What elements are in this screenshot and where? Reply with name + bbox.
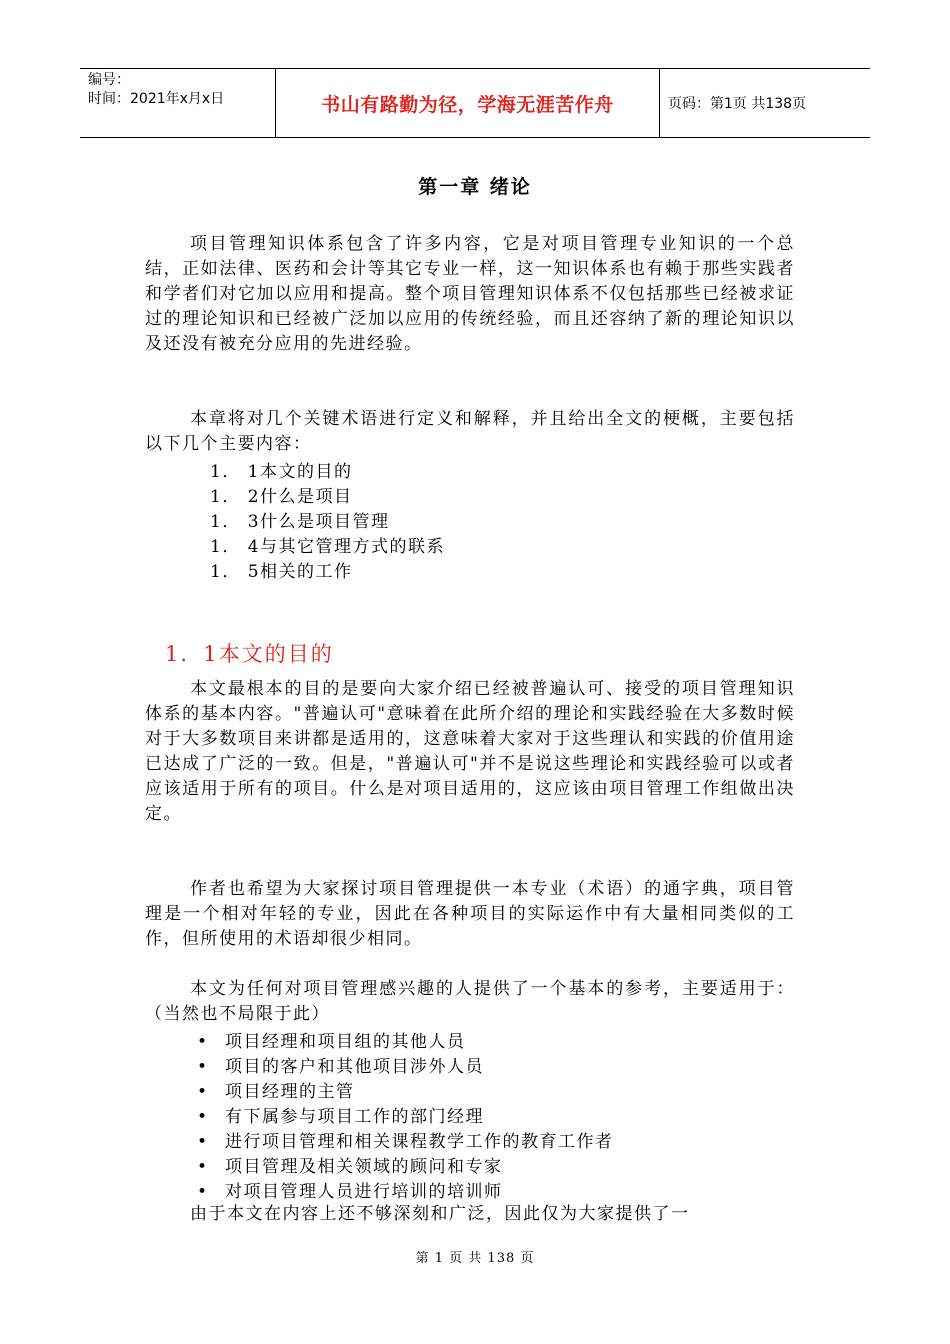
- bullet-text: 进行项目管理和相关课程教学工作的教育工作者: [225, 1132, 614, 1152]
- bullet-symbol: •: [197, 1057, 209, 1077]
- bullet-text: 项目的客户和其他项目涉外人员: [225, 1057, 484, 1077]
- bullet-symbol: •: [197, 1132, 209, 1152]
- header-motto: 书山有路勤为径，学海无涯苦作舟: [275, 69, 660, 137]
- bullet-text: 项目经理的主管: [225, 1082, 355, 1102]
- bullet-text: 项目管理及相关领域的顾问和专家: [225, 1157, 503, 1177]
- outline-item: 1． 3什么是项目管理: [210, 512, 390, 532]
- bullet-text: 项目经理和项目组的其他人员: [225, 1032, 466, 1052]
- intro-paragraph-2: 本章将对几个关键术语进行定义和解释，并且给出全文的梗概，主要包括以下几个主要内容：: [145, 409, 795, 454]
- header-info-cell: [80, 69, 275, 137]
- bullet-item: [197, 1177, 503, 1202]
- bullet-item: [197, 1077, 355, 1102]
- page-header: [80, 68, 870, 138]
- section-paragraph-2: 作者也希望为大家探讨项目管理提供一本专业（术语）的通字典，项目管理是一个相对年轻的专业，因此在各种项目的实际运作中有大量相同类似的工作，但所使用的术语却很少相同。: [145, 879, 795, 949]
- bullet-item: [197, 1152, 503, 1177]
- bullet-symbol: •: [197, 1157, 209, 1177]
- bullet-text: 对项目管理人员进行培训的培训师: [225, 1182, 503, 1202]
- bullet-text: 有下属参与项目工作的部门经理: [225, 1107, 484, 1127]
- outline-item: 1． 4与其它管理方式的联系: [210, 537, 446, 557]
- chapter-title: 第一章 绪论: [418, 176, 532, 198]
- document-date: 时间：2021年x月x日: [88, 91, 225, 107]
- section-paragraph-1: 本文最根本的目的是要向大家介绍已经被普遍认可、接受的项目管理知识体系的基本内容。"普遍认可"意味着在此所介绍的理论和实践经验在大多数时候对于大多数项目来讲都是适用的，这意味着大家对于这些理认和实践的价值用途已达成了广泛的一致。但是，"普遍认可"并不是说这些理论和实践经验可以或者应该适用于所有的项目。什么是对项目适用的，这应该由项目管理工作组做出决定。: [145, 679, 795, 824]
- page-footer: 第 1 页 共 138 页: [415, 1251, 535, 1266]
- bullet-symbol: •: [197, 1032, 209, 1052]
- bullet-symbol: •: [197, 1082, 209, 1102]
- bullet-item: [197, 1027, 466, 1052]
- document-number-label: 编号：: [88, 72, 130, 88]
- header-page-info: 页码：第1页 共138页: [668, 96, 807, 112]
- bullet-item: [197, 1127, 614, 1152]
- outline-item: 1． 2什么是项目: [210, 487, 353, 507]
- section-paragraph-4: 由于本文在内容上还不够深刻和广泛，因此仅为大家提供了一: [190, 1204, 690, 1224]
- bullet-item: [197, 1102, 484, 1127]
- bullet-symbol: •: [197, 1107, 209, 1127]
- section-paragraph-3: 本文为任何对项目管理感兴趣的人提供了一个基本的参考，主要适用于：（当然也不局限于此）: [145, 979, 795, 1024]
- outline-item: 1． 5相关的工作: [210, 562, 353, 582]
- intro-paragraph-1: 项目管理知识体系包含了许多内容，它是对项目管理专业知识的一个总结，正如法律、医药和会计等其它专业一样，这一知识体系也有赖于那些实践者和学者们对它加以应用和提高。整个项目管理知识体系不仅包括那些已经被求证过的理论知识和已经被广泛加以应用的传统经验，而且还容纳了新的理论知识以及还没有被充分应用的先进经验。: [145, 234, 795, 354]
- section-heading: 1．1本文的目的: [165, 642, 334, 666]
- bullet-symbol: •: [197, 1182, 209, 1202]
- bullet-item: [197, 1052, 484, 1077]
- outline-item: 1． 1本文的目的: [210, 462, 353, 482]
